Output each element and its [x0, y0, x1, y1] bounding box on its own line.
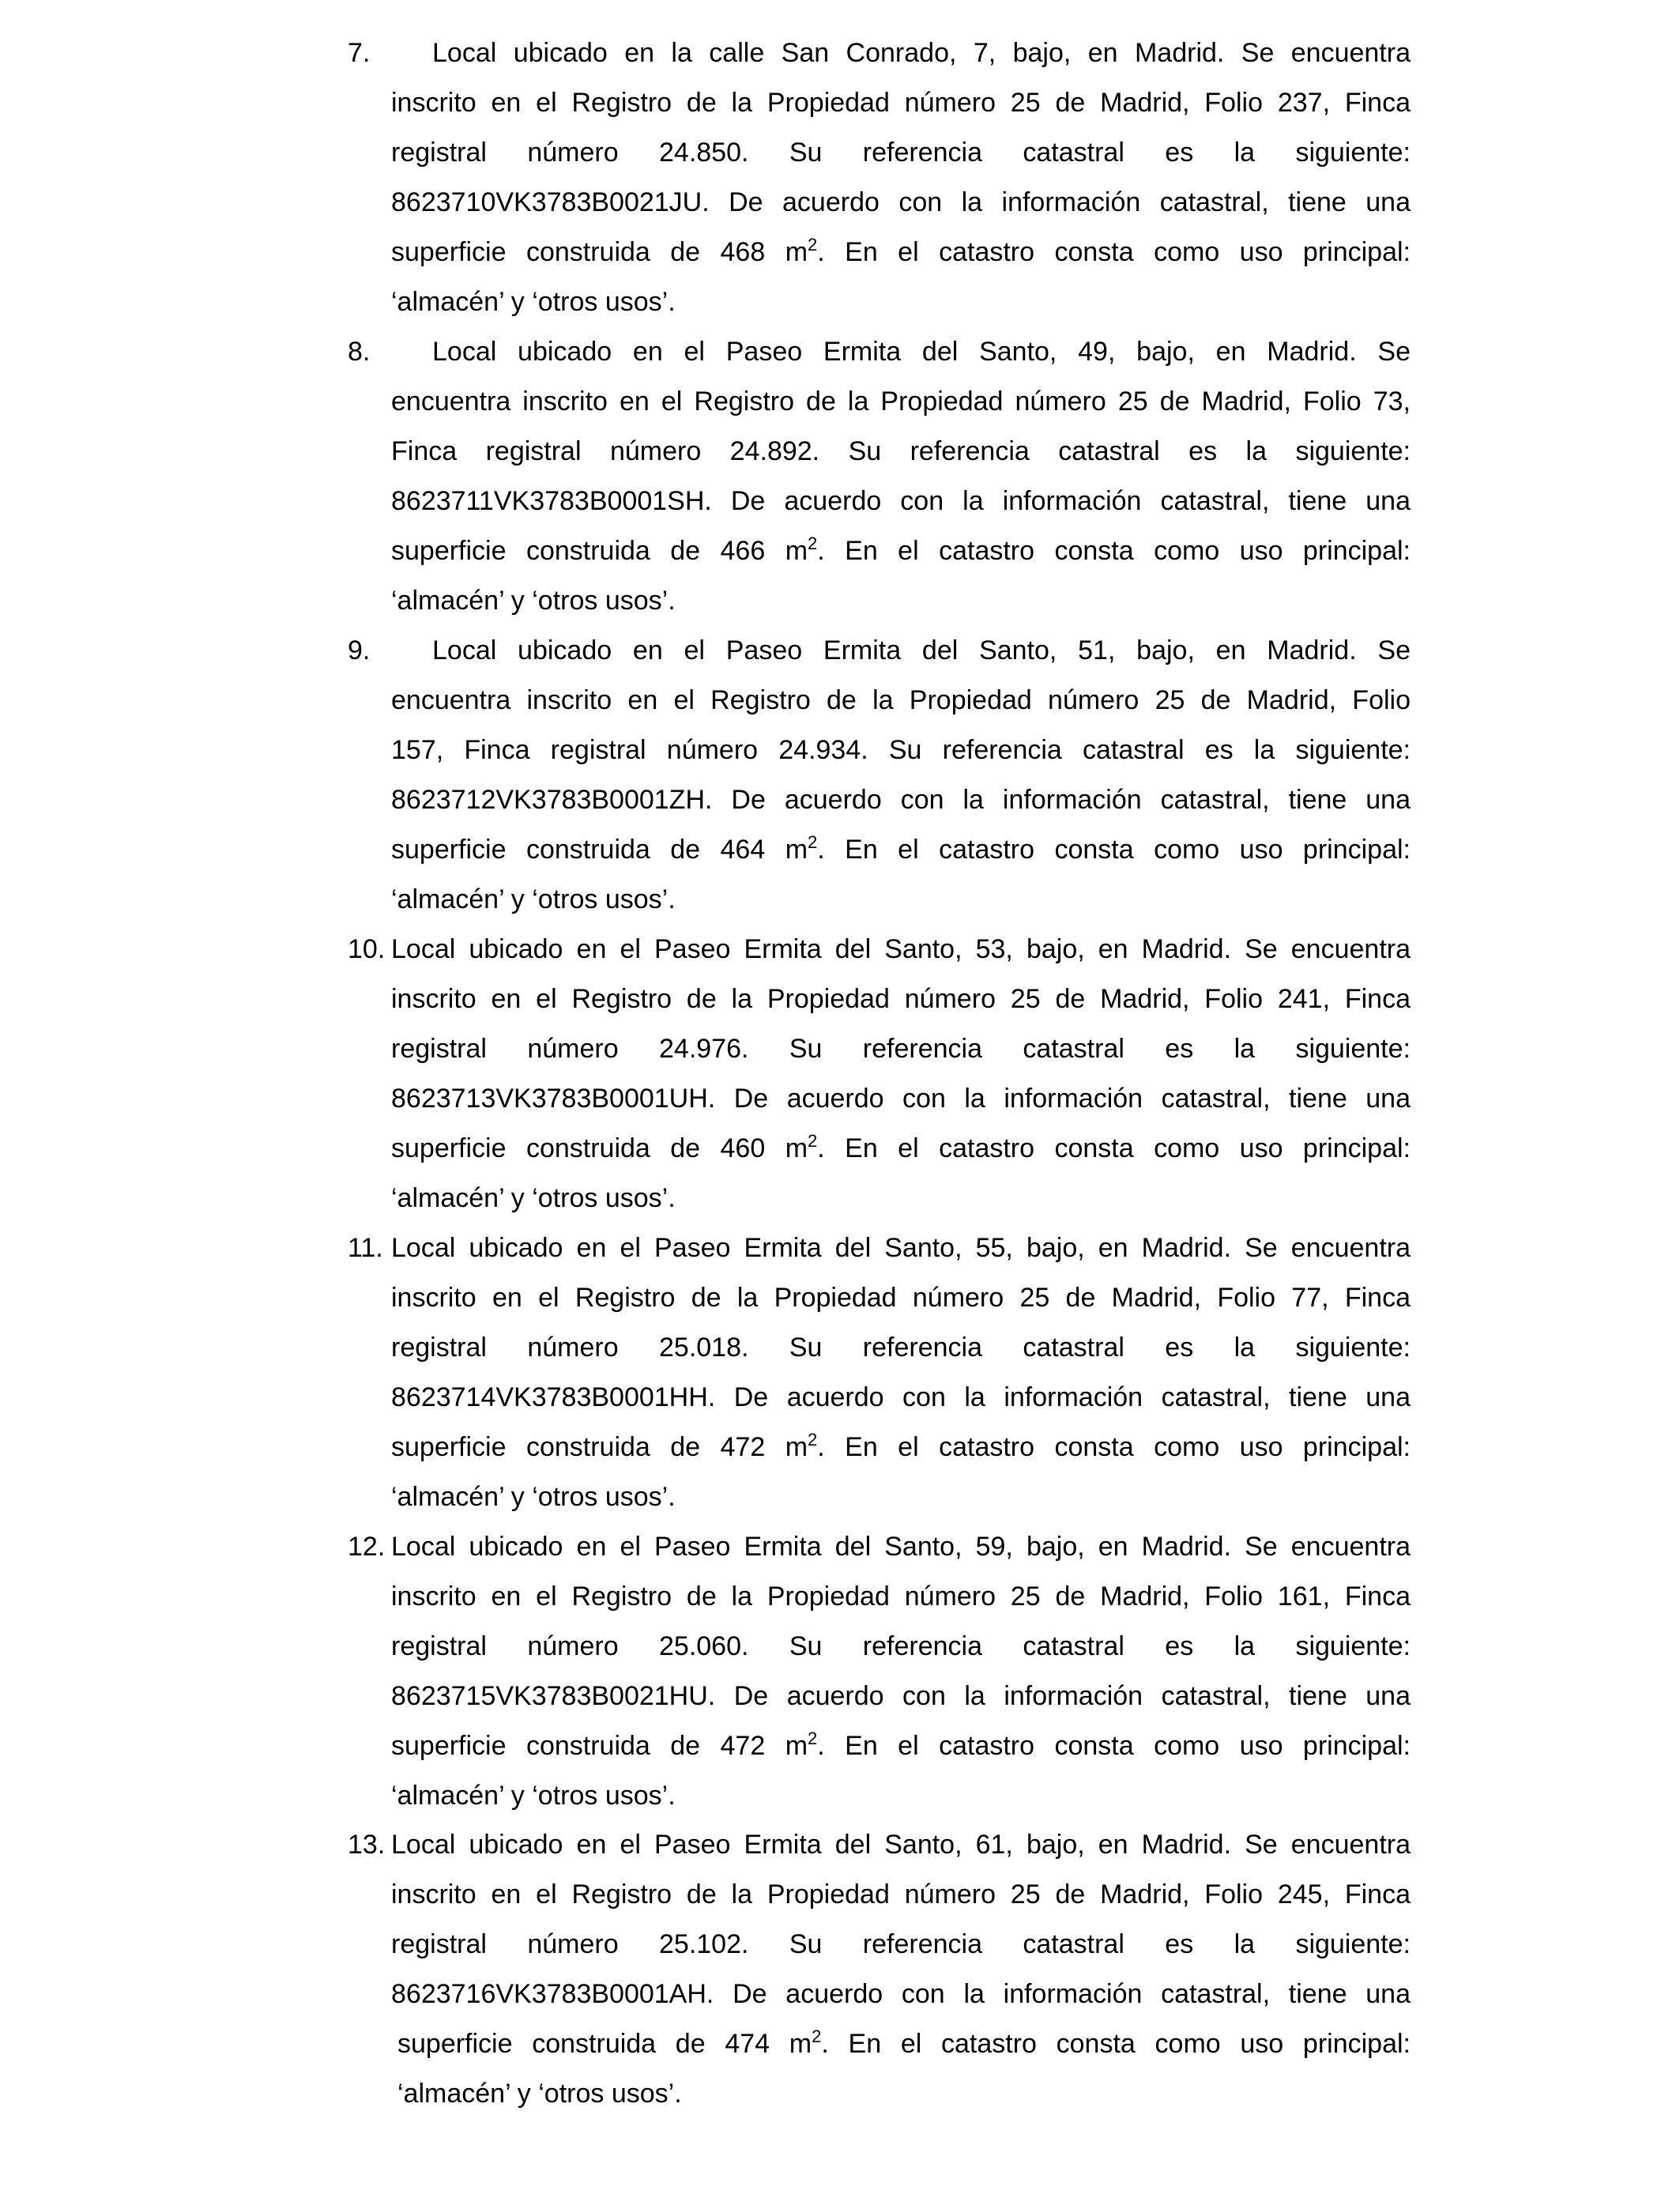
- list-item-line: 8623716VK3783B0001AH. De acuerdo con la información catastral, tiene una: [391, 1979, 1411, 2009]
- list-item-number: 9.: [348, 635, 371, 665]
- list-item-line: 157, Finca registral número 24.934. Su referencia catastral es la siguiente:: [391, 735, 1411, 765]
- superscript-exponent: 2: [808, 1728, 818, 1748]
- list-item-line: Finca registral número 24.892. Su referencia catastral es la siguiente:: [391, 436, 1411, 466]
- line-text: . En el catastro consta como uso principal:: [817, 835, 1411, 865]
- line-text: superficie construida de 464 m: [391, 835, 808, 865]
- list-item-line: ‘almacén’ y ‘otros usos’.: [391, 586, 676, 616]
- list-item: [348, 1223, 1411, 1522]
- list-item-line: ‘almacén’ y ‘otros usos’.: [391, 1482, 676, 1512]
- list-item-line: inscrito en el Registro de la Propiedad número 25 de Madrid, Folio 161, Finca: [391, 1581, 1411, 1612]
- line-text: . En el catastro consta como uso principal:: [821, 2029, 1411, 2059]
- list-item-line: ‘almacén’ y ‘otros usos’.: [391, 287, 676, 317]
- list-item-line: Local ubicado en el Paseo Ermita del Santo, 55, bajo, en Madrid. Se encuentra: [391, 1233, 1411, 1263]
- superscript-exponent: 2: [808, 832, 818, 852]
- line-text: . En el catastro consta como uso principal:: [817, 237, 1411, 267]
- list-item-number: 13.: [348, 1830, 386, 1860]
- list-item-line: Local ubicado en la calle San Conrado, 7, bajo, en Madrid. Se encuentra: [432, 38, 1411, 68]
- list-item-line: inscrito en el Registro de la Propiedad número 25 de Madrid, Folio 237, Finca: [391, 88, 1411, 118]
- list-item-line: Local ubicado en el Paseo Ermita del Santo, 53, bajo, en Madrid. Se encuentra: [391, 934, 1411, 964]
- list-item-line: ‘almacén’ y ‘otros usos’.: [397, 2079, 682, 2109]
- list-item-number: 10.: [348, 934, 386, 964]
- list-item-line: registral número 25.102. Su referencia catastral es la siguiente:: [391, 1929, 1411, 1959]
- list-item-line: encuentra inscrito en el Registro de la Propiedad número 25 de Madrid, Folio: [391, 685, 1411, 715]
- line-text: superficie construida de 460 m: [391, 1133, 808, 1163]
- list-item-line: Local ubicado en el Paseo Ermita del Santo, 61, bajo, en Madrid. Se encuentra: [391, 1830, 1411, 1860]
- list-item-line: inscrito en el Registro de la Propiedad número 25 de Madrid, Folio 77, Finca: [391, 1283, 1411, 1313]
- list-item: [348, 1522, 1411, 1821]
- list-item-line: ‘almacén’ y ‘otros usos’.: [391, 1183, 676, 1213]
- list-item-line: inscrito en el Registro de la Propiedad número 25 de Madrid, Folio 241, Finca: [391, 984, 1411, 1014]
- list-item-line: registral número 24.850. Su referencia catastral es la siguiente:: [391, 138, 1411, 168]
- list-item-line: [348, 1423, 1411, 1472]
- line-text: . En el catastro consta como uso principal:: [817, 1133, 1411, 1163]
- superscript-exponent: 2: [808, 533, 818, 553]
- superscript-exponent: 2: [808, 1430, 818, 1449]
- list-item-line: [348, 526, 1411, 576]
- list-item-line: registral número 25.018. Su referencia catastral es la siguiente:: [391, 1333, 1411, 1363]
- list-item-line: ‘almacén’ y ‘otros usos’.: [391, 1781, 676, 1811]
- list-item: [348, 1820, 1411, 2119]
- line-text: superficie construida de 468 m: [391, 237, 808, 267]
- list-item: [348, 327, 1411, 626]
- list-item-line: registral número 24.976. Su referencia catastral es la siguiente:: [391, 1034, 1411, 1064]
- list-item-line: Local ubicado en el Paseo Ermita del Santo, 59, bajo, en Madrid. Se encuentra: [391, 1532, 1411, 1562]
- list-item-line: [348, 2019, 1411, 2069]
- superscript-exponent: 2: [808, 1131, 818, 1151]
- list-item-line: 8623713VK3783B0001UH. De acuerdo con la información catastral, tiene una: [391, 1084, 1411, 1114]
- list-item-line: 8623715VK3783B0021HU. De acuerdo con la información catastral, tiene una: [391, 1681, 1411, 1711]
- list-item-line: ‘almacén’ y ‘otros usos’.: [391, 884, 676, 914]
- list-item-line: 8623714VK3783B0001HH. De acuerdo con la información catastral, tiene una: [391, 1382, 1411, 1412]
- list-item-line: [348, 825, 1411, 875]
- list-item-line: Local ubicado en el Paseo Ermita del Santo, 51, bajo, en Madrid. Se: [432, 635, 1411, 665]
- list-item-line: Local ubicado en el Paseo Ermita del Santo, 49, bajo, en Madrid. Se: [432, 337, 1411, 367]
- line-text: . En el catastro consta como uso principal:: [817, 1432, 1411, 1462]
- line-text: . En el catastro consta como uso principal:: [817, 536, 1411, 566]
- line-text: superficie construida de 474 m: [397, 2029, 812, 2059]
- list-item: [348, 925, 1411, 1223]
- list-item-line: registral número 25.060. Su referencia catastral es la siguiente:: [391, 1631, 1411, 1661]
- list-item-line: [348, 228, 1411, 277]
- list-item-line: encuentra inscrito en el Registro de la Propiedad número 25 de Madrid, Folio 73,: [391, 386, 1411, 417]
- list-item-line: inscrito en el Registro de la Propiedad número 25 de Madrid, Folio 245, Finca: [391, 1879, 1411, 1909]
- list-item-number: 12.: [348, 1532, 386, 1562]
- list-item-line: 8623710VK3783B0021JU. De acuerdo con la información catastral, tiene una: [391, 187, 1411, 217]
- list-item-number: 11.: [348, 1233, 383, 1263]
- line-text: . En el catastro consta como uso principal:: [817, 1731, 1411, 1761]
- line-text: superficie construida de 466 m: [391, 536, 808, 566]
- list-item-line: 8623712VK3783B0001ZH. De acuerdo con la información catastral, tiene una: [391, 785, 1411, 815]
- superscript-exponent: 2: [812, 2026, 822, 2046]
- list-item-line: [348, 1721, 1411, 1771]
- line-text: superficie construida de 472 m: [391, 1731, 808, 1761]
- list-item: [348, 626, 1411, 925]
- list-item-line: [348, 1124, 1411, 1174]
- list-item-number: 7.: [348, 38, 371, 68]
- list-item: [348, 28, 1411, 327]
- line-text: superficie construida de 472 m: [391, 1432, 808, 1462]
- superscript-exponent: 2: [808, 235, 818, 254]
- list-item-number: 8.: [348, 337, 371, 367]
- list-item-line: 8623711VK3783B0001SH. De acuerdo con la información catastral, tiene una: [391, 486, 1411, 516]
